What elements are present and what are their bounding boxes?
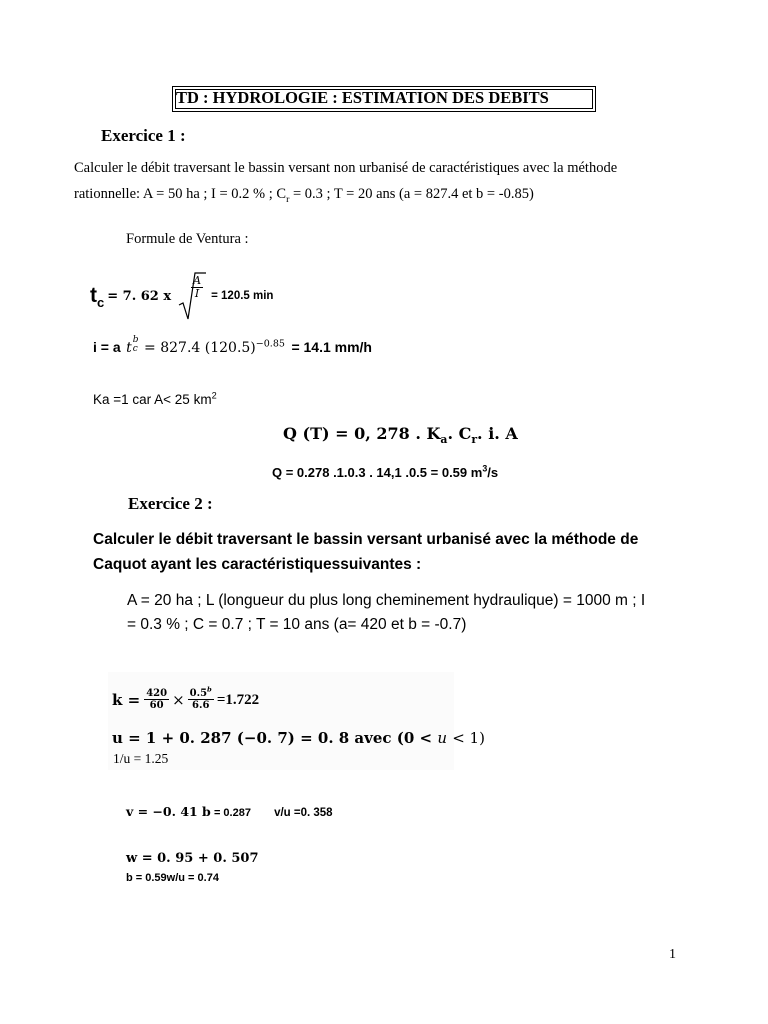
sqrt-radical	[177, 271, 207, 321]
tc-symbol: $t_c$	[90, 284, 105, 311]
v-over-u: v/u =0. 358	[274, 807, 333, 819]
v-formula: v = −0. 41 b = 0.287 v/u =0. 358	[126, 804, 333, 819]
page-number: 1	[669, 947, 676, 962]
rational-formula: Q (T) = 0, 278 . $K_a$. $C_r$. i. A	[283, 424, 518, 447]
ventura-formula-label: Formule de Ventura :	[126, 231, 249, 247]
exercise-2-text-line-2: Caquot ayant les caractéristiquessuivantes :	[93, 556, 422, 573]
discharge-calculation: Q = 0.278 .1.0.3 . 14,1 .0.5 = 0.59 $m^3/s$	[272, 463, 499, 480]
exercise-2-characteristics-line-2: = 0.3 % ; C = 0.7 ; T = 10 ans (a= 420 et b = -0.7)	[127, 616, 467, 633]
tc-formula	[90, 270, 273, 322]
tc-coefficient: = 7. 62 x	[107, 288, 172, 304]
exercise-2-heading: Exercice 2 :	[128, 494, 213, 513]
b-formula: b = 0.59w/u = 0.74	[126, 872, 219, 884]
exercise-2-text-line-1: Calculer le débit traversant le bassin versant urbanisé avec la méthode de	[93, 531, 639, 548]
exercise-2-characteristics-line-1: A = 20 ha ; L (longueur du plus long cheminement hydraulique) = 1000 m ; I	[127, 592, 646, 609]
document-title: TD : HYDROLOGIE : ESTIMATION DES DEBITS	[176, 88, 549, 107]
u-formula: u = 1 + 0. 287 (−0. 7) = 0. 8 avec (0 < u < 1)	[112, 729, 485, 747]
tc-fraction: $\frac{A}{I}$	[193, 274, 202, 300]
exercise-1-text-line-1: Calculer le débit traversant le bassin versant non urbanisé de caractéristiques avec la méthode	[74, 160, 618, 176]
tc-result: = 120.5 min	[211, 290, 274, 302]
exercise-1-text-line-2: rationnelle: A = 50 ha ; I = 0.2 % ; $C_r = 0.3$ ; T = 20 ans (a = 827.4 et b = -0.85)	[74, 186, 534, 205]
w-formula: w = 0. 95 + 0. 507	[126, 851, 259, 866]
ka-statement: Ka =1 car A< 25 $km^2$	[93, 390, 217, 407]
intensity-formula: i = a t b c = 827.4 $(120.5)^{-0.85} = 14.1$ mm/h	[93, 334, 372, 356]
exercise-1-heading: Exercice 1 :	[101, 126, 186, 145]
inverse-u: 1/u = 1.25	[113, 751, 169, 766]
k-formula: k = $\frac{420}{60}$ × $\frac{0.5^b}{6.6}$ =1.722	[112, 685, 260, 712]
